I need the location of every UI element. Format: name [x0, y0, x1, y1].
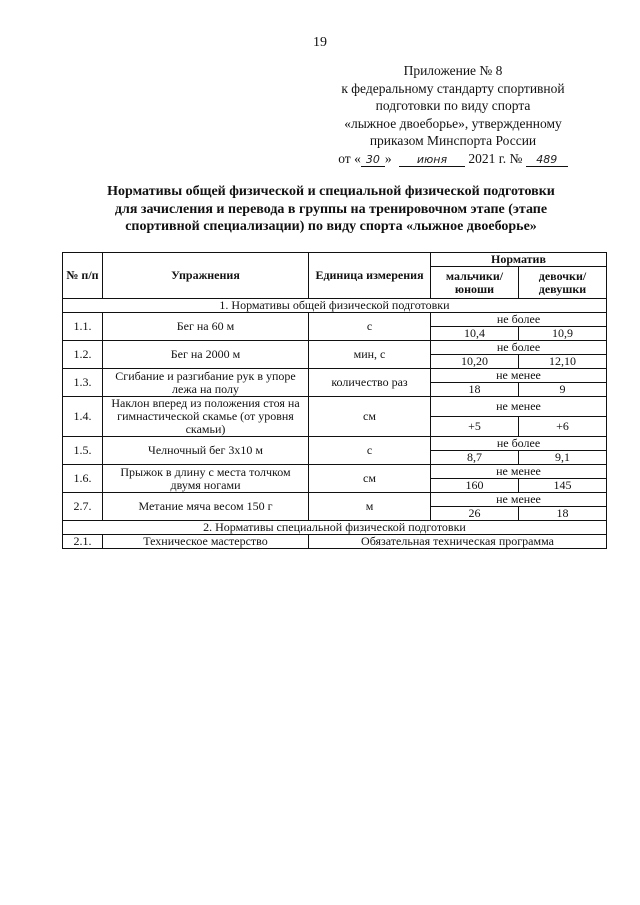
- handwritten-number: 489: [526, 153, 568, 167]
- appendix-line: Приложение № 8: [403, 63, 503, 78]
- row-girls-value: 145: [519, 479, 607, 493]
- row-boys-value: 26: [431, 507, 519, 521]
- row-exercise: Техническое мастерство: [103, 535, 309, 549]
- row-num: 1.6.: [63, 465, 103, 493]
- date-prefix: от «: [338, 150, 361, 166]
- document-title: [58, 183, 604, 236]
- row-girls-value: 12,10: [519, 355, 607, 369]
- row-exercise: Бег на 2000 м: [103, 341, 309, 369]
- row-limit: не более: [431, 313, 607, 327]
- title-line: для зачисления и перевода в группы на тренировочном этапе (этапе: [114, 201, 548, 217]
- row-boys-value: 10,4: [431, 327, 519, 341]
- row-unit: см: [309, 397, 431, 437]
- appendix-line: «лыжное двоеборье», утвержденному: [344, 115, 562, 131]
- date-year: 2021 г. №: [468, 150, 523, 166]
- row-unit: с: [309, 313, 431, 341]
- title-line: Нормативы общей физической и специальной физической подготовки: [107, 184, 555, 199]
- row-limit: не более: [431, 437, 607, 451]
- row-limit: не менее: [431, 397, 607, 417]
- handwritten-day: 30: [361, 153, 385, 167]
- row-exercise: Сгибание и разгибание рук в упоре лежа на полу: [103, 369, 309, 397]
- row-boys-value: 10,20: [431, 355, 519, 369]
- appendix-line: подготовки по виду спорта: [375, 98, 531, 113]
- header-num: № п/п: [63, 253, 103, 299]
- row-girls-value: 10,9: [519, 327, 607, 341]
- row-limit: не более: [431, 341, 607, 355]
- appendix-line: к федеральному стандарту спортивной: [341, 80, 565, 96]
- date-mid: »: [384, 150, 392, 166]
- row-exercise: Бег на 60 м: [103, 313, 309, 341]
- row-unit: см: [309, 465, 431, 493]
- row-boys-value: 8,7: [431, 451, 519, 465]
- header-unit: Единица измерения: [309, 253, 431, 299]
- handwritten-month: июня: [399, 153, 465, 167]
- row-exercise: Прыжок в длину с места толчком двумя ногами: [103, 465, 309, 493]
- row-exercise: Наклон вперед из положения стоя на гимнастической скамье (от уровня скамьи): [103, 397, 309, 437]
- row-num: 1.1.: [63, 313, 103, 341]
- row-num: 1.3.: [63, 369, 103, 397]
- row-unit: м: [309, 493, 431, 521]
- row-unit: мин, с: [309, 341, 431, 369]
- section-heading: 2. Нормативы специальной физической подготовки: [63, 521, 607, 535]
- row-boys-value: +5: [431, 417, 519, 437]
- row-num: 1.5.: [63, 437, 103, 465]
- row-exercise: Метание мяча весом 150 г: [103, 493, 309, 521]
- row-exercise: Челночный бег 3х10 м: [103, 437, 309, 465]
- section-heading: 1. Нормативы общей физической подготовки: [63, 299, 607, 313]
- norms-table: [62, 252, 607, 549]
- row-requirement: Обязательная техническая программа: [309, 535, 607, 549]
- row-unit: с: [309, 437, 431, 465]
- header-girls: девочки/ девушки: [519, 267, 607, 299]
- header-exercise: Упражнения: [103, 253, 309, 299]
- appendix-line: приказом Минспорта России: [369, 133, 537, 148]
- row-girls-value: 9: [519, 383, 607, 397]
- row-limit: не менее: [431, 369, 607, 383]
- row-unit: количество раз: [309, 369, 431, 397]
- row-boys-value: 160: [431, 479, 519, 493]
- appendix-header: [318, 62, 588, 167]
- page-number: 19: [313, 35, 327, 50]
- row-limit: не менее: [431, 465, 607, 479]
- row-limit: не менее: [431, 493, 607, 507]
- row-girls-value: +6: [519, 417, 607, 437]
- row-num: 1.4.: [63, 397, 103, 437]
- row-boys-value: 18: [431, 383, 519, 397]
- title-line: спортивной специализации) по виду спорта «лыжное двоеборье»: [125, 219, 537, 234]
- header-boys: мальчики/ юноши: [431, 267, 519, 299]
- row-num: 2.7.: [63, 493, 103, 521]
- row-girls-value: 9,1: [519, 451, 607, 465]
- row-num: 1.2.: [63, 341, 103, 369]
- row-girls-value: 18: [519, 507, 607, 521]
- header-norm: Норматив: [431, 253, 607, 267]
- row-num: 2.1.: [63, 535, 103, 549]
- appendix-date-line: [318, 150, 588, 168]
